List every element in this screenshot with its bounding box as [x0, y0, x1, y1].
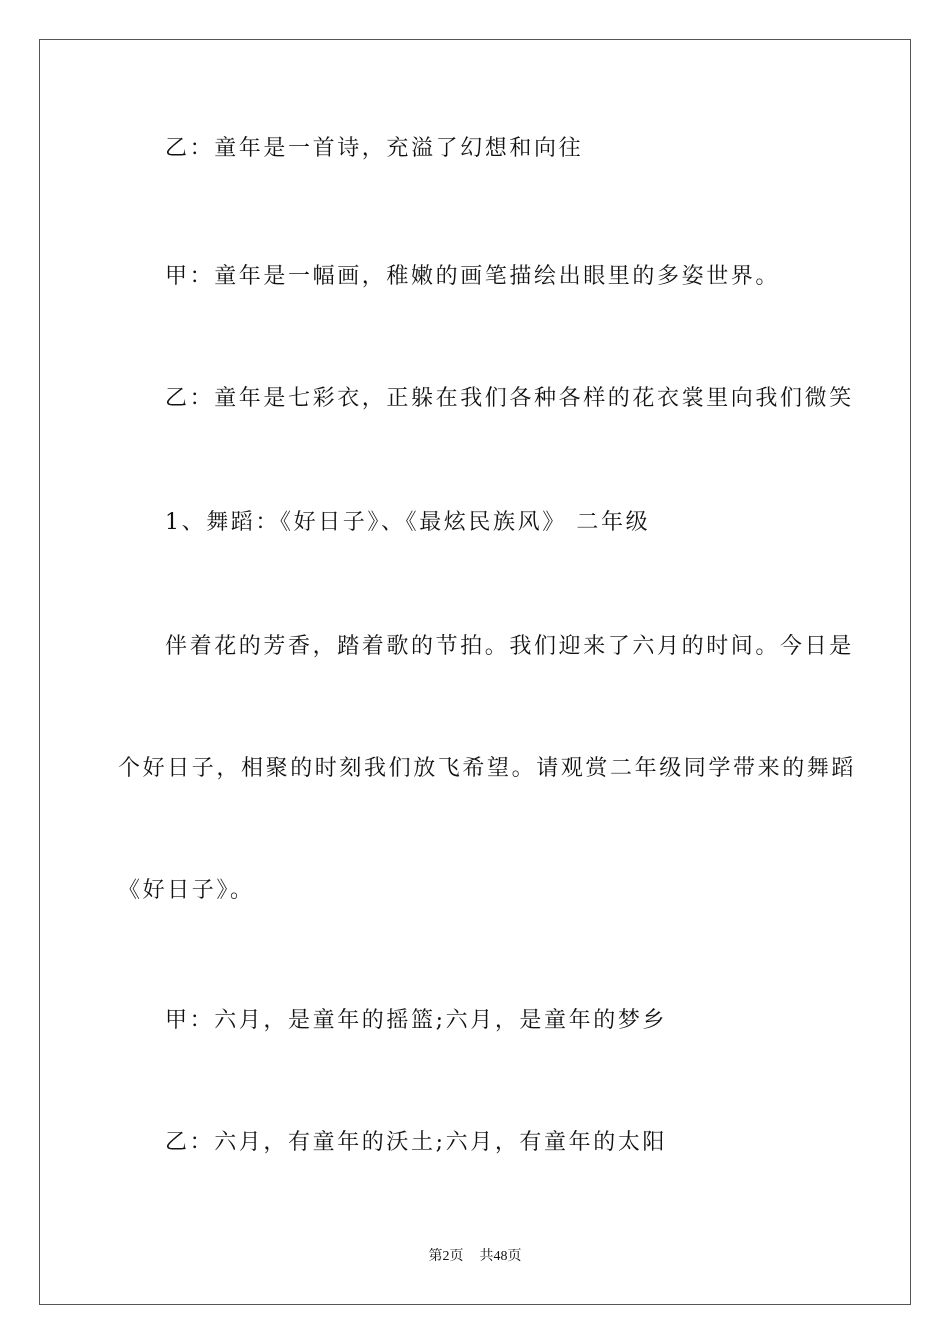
paragraph-line-3: 《好日子》。	[118, 878, 255, 903]
page-number: 第2页	[428, 1249, 464, 1264]
page-border	[39, 39, 911, 1305]
dialogue-line-jia-2: 甲：六月，是童年的摇篮;六月，是童年的梦乡	[165, 1008, 668, 1033]
page-footer	[0, 1248, 950, 1266]
paragraph-line-2: 个好日子，相聚的时刻我们放飞希望。请观赏二年级同学带来的舞蹈	[118, 756, 857, 781]
dialogue-line-jia-1: 甲：童年是一幅画，稚嫩的画笔描绘出眼里的多姿世界。	[165, 264, 781, 289]
total-pages: 共48页	[479, 1249, 522, 1264]
dialogue-line-yi-3: 乙：六月，有童年的沃土;六月，有童年的太阳	[165, 1130, 668, 1155]
dialogue-line-yi-1: 乙：童年是一首诗，充溢了幻想和向往	[165, 136, 584, 161]
paragraph-line-1: 伴着花的芳香，踏着歌的节拍。我们迎来了六月的时间。今日是	[165, 634, 854, 659]
dialogue-line-yi-2: 乙：童年是七彩衣，正躲在我们各种各样的花衣裳里向我们微笑	[165, 386, 854, 411]
program-item-heading: 1、舞蹈：《好日子》、《最炫民族风》 二年级	[165, 510, 651, 535]
